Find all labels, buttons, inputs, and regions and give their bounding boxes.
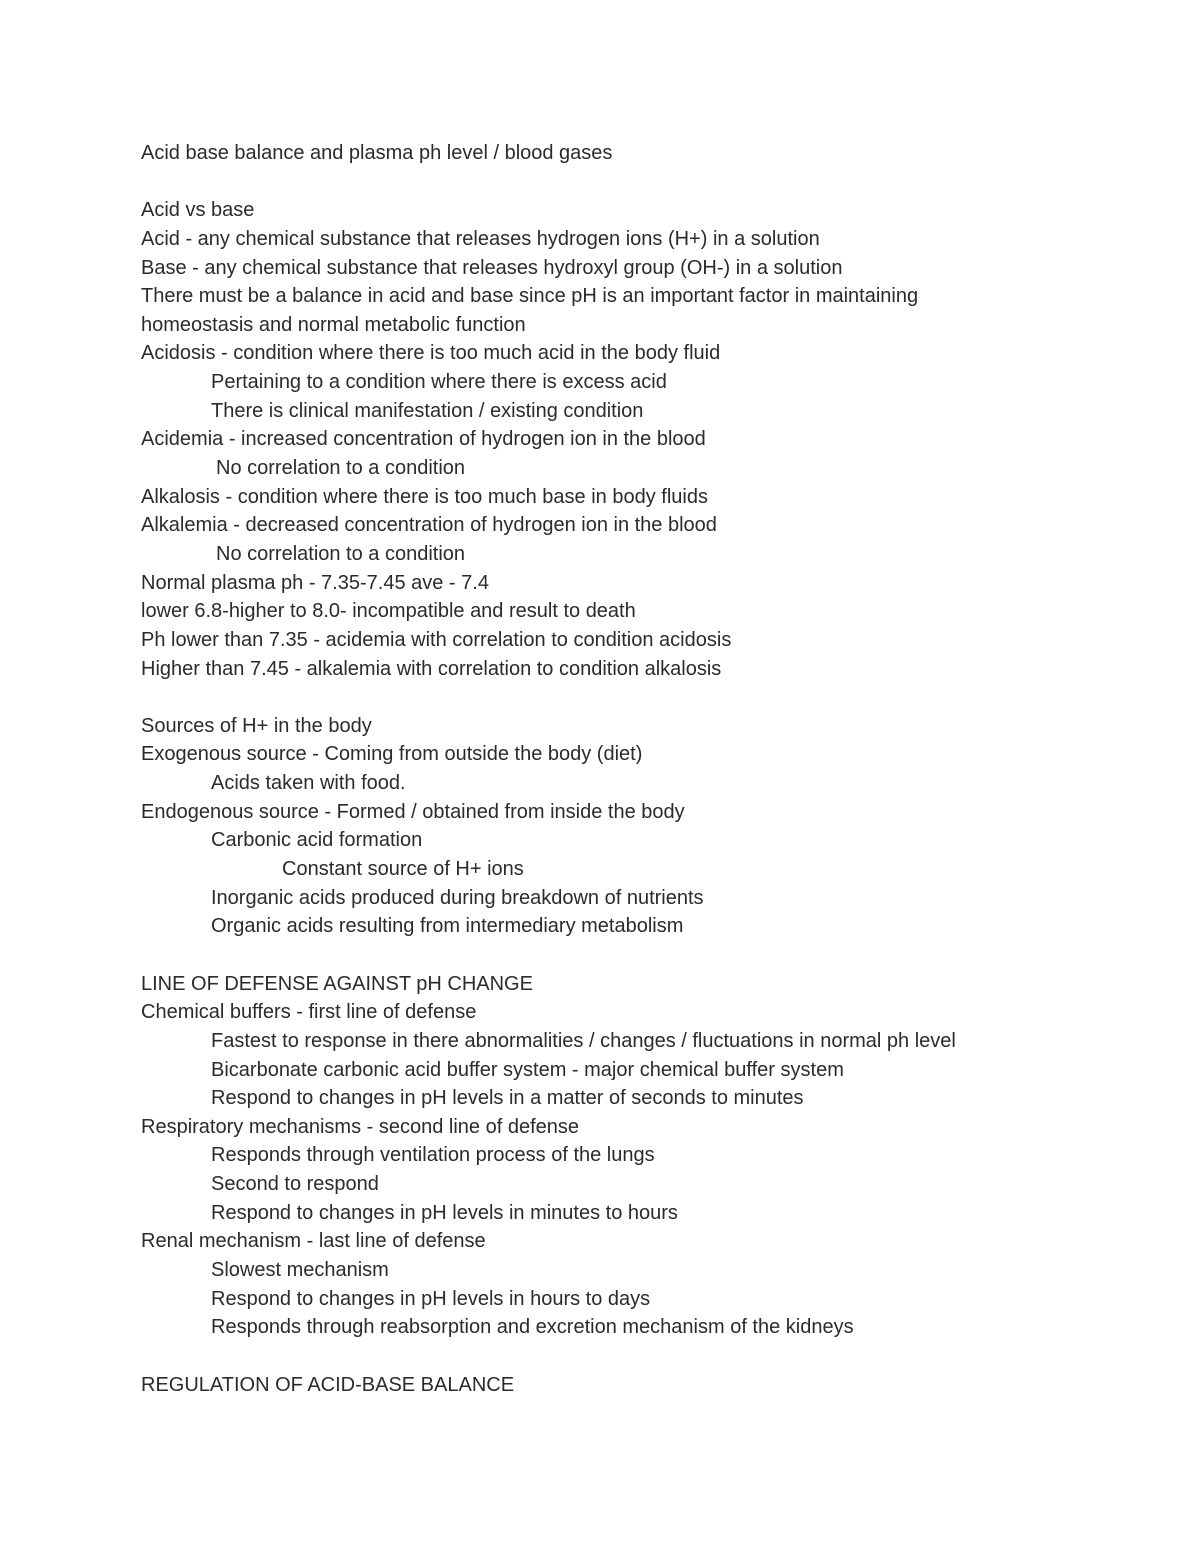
endogenous-detail: Inorganic acids produced during breakdown of nutrients — [211, 886, 704, 909]
balance-note-continued: homeostasis and normal metabolic function — [141, 313, 526, 336]
document-body — [141, 139, 1141, 1399]
blank-line — [141, 683, 1141, 712]
balance-note: There must be a balance in acid and base since pH is an important factor in maintaining — [141, 285, 919, 308]
ph-limits: lower 6.8-higher to 8.0- incompatible and result to death — [141, 600, 636, 623]
blank-line — [141, 1342, 1141, 1371]
endogenous-detail: Carbonic acid formation — [211, 829, 423, 852]
definition-base: Base - any chemical substance that releases hydroxyl group (OH-) in a solution — [141, 256, 843, 279]
definition-acidosis: Acidosis - condition where there is too much acid in the body fluid — [141, 342, 721, 365]
ph-lower-note: Ph lower than 7.35 - acidemia with correlation to condition acidosis — [141, 628, 732, 651]
chemical-buffers-detail: Respond to changes in pH levels in a matter of seconds to minutes — [211, 1087, 804, 1110]
chemical-buffers-detail: Bicarbonate carbonic acid buffer system - major chemical buffer system — [211, 1058, 844, 1081]
section-heading-line-of-defense: LINE OF DEFENSE AGAINST pH CHANGE — [141, 972, 533, 995]
respiratory-detail: Responds through ventilation process of the lungs — [211, 1144, 655, 1167]
renal-detail: Respond to changes in pH levels in hours to days — [211, 1287, 651, 1310]
acidemia-detail: No correlation to a condition — [216, 457, 466, 480]
section-heading-regulation: REGULATION OF ACID-BASE BALANCE — [141, 1373, 515, 1396]
exogenous-detail: Acids taken with food. — [211, 772, 406, 795]
document-title: Acid base balance and plasma ph level / blood gases — [141, 142, 613, 164]
renal-mechanism: Renal mechanism - last line of defense — [141, 1230, 486, 1253]
blank-line — [141, 168, 1141, 197]
endogenous-detail: Organic acids resulting from intermediary metabolism — [211, 915, 684, 938]
section-heading-sources: Sources of H+ in the body — [141, 714, 372, 737]
endogenous-source: Endogenous source - Formed / obtained from inside the body — [141, 800, 685, 823]
respiratory-detail: Second to respond — [211, 1173, 379, 1196]
renal-detail: Responds through reabsorption and excretion mechanism of the kidneys — [211, 1316, 854, 1339]
acidosis-detail: There is clinical manifestation / existing condition — [211, 399, 644, 422]
definition-alkalemia: Alkalemia - decreased concentration of hydrogen ion in the blood — [141, 514, 717, 537]
blank-line — [141, 941, 1141, 970]
normal-plasma-ph: Normal plasma ph - 7.35-7.45 ave - 7.4 — [141, 571, 489, 594]
acidosis-detail: Pertaining to a condition where there is excess acid — [211, 371, 667, 394]
respiratory-mechanisms: Respiratory mechanisms - second line of defense — [141, 1115, 579, 1138]
respiratory-detail: Respond to changes in pH levels in minutes to hours — [211, 1201, 678, 1224]
definition-acidemia: Acidemia - increased concentration of hydrogen ion in the blood — [141, 428, 706, 451]
definition-acid: Acid - any chemical substance that releases hydrogen ions (H+) in a solution — [141, 227, 820, 250]
exogenous-source: Exogenous source - Coming from outside the body (diet) — [141, 743, 643, 766]
renal-detail: Slowest mechanism — [211, 1258, 389, 1281]
alkalemia-detail: No correlation to a condition — [216, 542, 466, 565]
ph-higher-note: Higher than 7.45 - alkalemia with correlation to condition alkalosis — [141, 657, 722, 680]
definition-alkalosis: Alkalosis - condition where there is too much base in body fluids — [141, 485, 708, 508]
section-heading-acid-vs-base: Acid vs base — [141, 199, 255, 222]
chemical-buffers-detail: Fastest to response in there abnormalities / changes / fluctuations in normal ph level — [211, 1029, 956, 1052]
carbonic-acid-detail: Constant source of H+ ions — [282, 858, 524, 881]
chemical-buffers: Chemical buffers - first line of defense — [141, 1001, 477, 1024]
